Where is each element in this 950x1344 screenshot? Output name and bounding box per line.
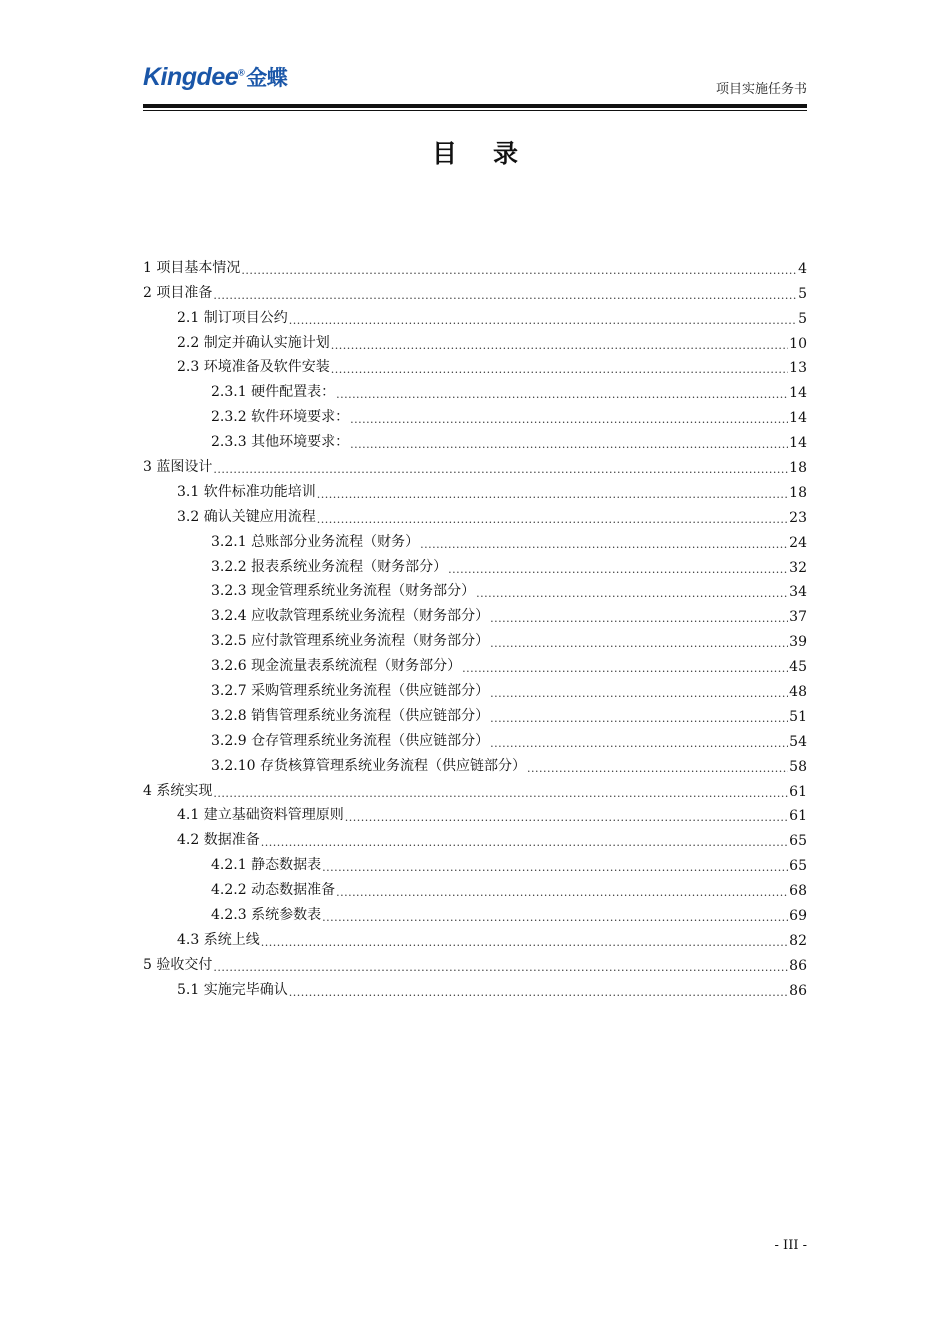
toc-dot-leader [490,687,788,700]
toc-entry-page: 24 [789,534,807,551]
toc-entry[interactable] [143,775,807,800]
toc-entry-page: 10 [789,335,807,352]
toc-dot-leader [317,488,788,501]
toc-entry-page: 32 [789,559,807,576]
toc-entry-page: 14 [789,435,807,452]
toc-entry[interactable] [143,949,807,974]
toc-dot-leader [213,787,788,800]
toc-entry-page: 65 [789,858,807,875]
toc-entry-page: 13 [789,360,807,377]
toc-entry-page: 5 [798,285,807,302]
toc-entry-label: 3.2.2 报表系统业务流程（财务部分） [211,558,448,575]
toc-entry[interactable] [143,352,807,377]
toc-entry[interactable] [143,725,807,750]
toc-entry-label: 4 系统实现 [143,782,213,799]
toc-entry[interactable] [143,551,807,576]
toc-entry[interactable] [143,327,807,352]
logo-chinese-text: 金蝶 [246,67,288,90]
toc-entry-label: 5.1 实施完毕确认 [177,981,288,998]
toc-entry-page: 61 [789,783,807,800]
toc-entry-label: 3.2.5 应付款管理系统业务流程（财务部分） [211,633,490,650]
toc-entry-label: 2.3 环境准备及软件安装 [177,359,330,376]
toc-entry[interactable] [143,576,807,601]
toc-entry-label: 4.1 建立基础资料管理原则 [177,807,344,824]
toc-entry-label: 2.2 制定并确认实施计划 [177,334,330,351]
toc-entry-page: 4 [798,260,807,277]
logo-registered-mark: ® [238,67,245,78]
toc-dot-leader [289,986,788,999]
toc-entry-page: 14 [789,410,807,427]
header-rule-thick [143,104,807,108]
toc-entry-label: 2.1 制订项目公约 [177,309,288,326]
toc-entry-page: 48 [789,684,807,701]
toc-dot-leader [331,363,788,376]
toc-entry-page: 86 [789,982,807,999]
toc-entry-label: 5 验收交付 [143,956,213,973]
toc-entry-page: 34 [789,584,807,601]
toc-entry[interactable] [143,625,807,650]
toc-entry-page: 58 [789,758,807,775]
kingdee-logo [143,62,287,92]
toc-entry-label: 3.2 确认关键应用流程 [177,508,316,525]
toc-entry[interactable] [143,924,807,949]
toc-dot-leader [213,289,797,302]
toc-dot-leader [336,886,788,899]
toc-entry[interactable] [143,600,807,625]
toc-entry[interactable] [143,700,807,725]
page-number: - III - [774,1238,807,1253]
toc-dot-leader [527,762,788,775]
toc-entry-label: 3.2.3 现金管理系统业务流程（财务部分） [211,583,476,600]
toc-entry-label: 3.2.4 应收款管理系统业务流程（财务部分） [211,608,490,625]
toc-dot-leader [331,339,788,352]
toc-entry[interactable] [143,302,807,327]
toc-entry-page: 45 [789,659,807,676]
toc-dot-leader [490,737,788,750]
toc-dot-leader [350,413,788,426]
toc-entry-page: 37 [789,609,807,626]
toc-entry-label: 4.2.1 静态数据表 [211,857,322,874]
toc-entry[interactable] [143,800,807,825]
toc-dot-leader [345,811,788,824]
toc-entry[interactable] [143,675,807,700]
toc-entry[interactable] [143,277,807,302]
toc-entry-label: 3 蓝图设计 [143,459,213,476]
toc-entry[interactable] [143,849,807,874]
toc-entry[interactable] [143,899,807,924]
toc-dot-leader [420,538,788,551]
toc-dot-leader [241,264,797,277]
toc-dot-leader [490,612,788,625]
toc-entry-label: 3.1 软件标准功能培训 [177,483,316,500]
toc-dot-leader [322,861,788,874]
toc-dot-leader [462,662,788,675]
toc-dot-leader [213,463,788,476]
toc-dot-leader [490,712,788,725]
toc-entry-label: 1 项目基本情况 [143,259,241,276]
toc-entry-label: 3.2.8 销售管理系统业务流程（供应链部分） [211,707,490,724]
toc-entry[interactable] [143,426,807,451]
toc-entry-label: 2.3.3 其他环境要求： [211,434,350,451]
toc-entry-page: 51 [789,708,807,725]
toc-entry-label: 3.2.7 采购管理系统业务流程（供应链部分） [211,683,490,700]
toc-dot-leader [289,314,797,327]
toc-entry-label: 4.2.3 系统参数表 [211,907,322,924]
toc-entry-page: 61 [789,808,807,825]
toc-entry[interactable] [143,376,807,401]
toc-entry-label: 4.2.2 动态数据准备 [211,882,336,899]
toc-entry-label: 2.3.1 硬件配置表： [211,384,336,401]
toc-entry-label: 3.2.10 存货核算管理系统业务流程（供应链部分） [211,757,526,774]
toc-entry[interactable] [143,252,807,277]
toc-entry-label: 2 项目准备 [143,284,213,301]
toc-dot-leader [213,961,788,974]
toc-entry[interactable] [143,750,807,775]
toc-title: 目录 [431,139,554,168]
toc-entry[interactable] [143,501,807,526]
toc-dot-leader [261,936,788,949]
toc-entry[interactable] [143,451,807,476]
toc-entry[interactable] [143,401,807,426]
table-of-contents [143,252,807,999]
toc-entry[interactable] [143,824,807,849]
logo-text: Kingdee [143,63,239,91]
page-header [143,60,807,112]
toc-entry[interactable] [143,650,807,675]
toc-entry-page: 39 [789,634,807,651]
document-name: 项目实施任务书 [715,82,807,97]
toc-dot-leader [261,836,788,849]
toc-dot-leader [476,587,788,600]
toc-entry-page: 69 [789,908,807,925]
toc-dot-leader [490,637,788,650]
toc-entry[interactable] [143,476,807,501]
toc-dot-leader [322,911,788,924]
toc-entry-label: 3.2.9 仓存管理系统业务流程（供应链部分） [211,732,490,749]
toc-entry-label: 4.3 系统上线 [177,931,260,948]
header-rule-thin [143,110,807,111]
toc-dot-leader [448,563,788,576]
toc-dot-leader [317,513,788,526]
toc-entry-label: 4.2 数据准备 [177,832,260,849]
toc-entry-page: 65 [789,833,807,850]
toc-dot-leader [336,388,788,401]
toc-entry-page: 14 [789,385,807,402]
toc-entry-page: 18 [789,484,807,501]
toc-entry-page: 5 [798,310,807,327]
toc-entry-page: 68 [789,883,807,900]
toc-entry-page: 54 [789,733,807,750]
toc-entry-page: 82 [789,932,807,949]
toc-entry-page: 23 [789,509,807,526]
toc-dot-leader [350,438,788,451]
toc-entry-label: 3.2.6 现金流量表系统流程（财务部分） [211,658,462,675]
toc-entry[interactable] [143,526,807,551]
toc-entry-label: 2.3.2 软件环境要求： [211,409,350,426]
toc-entry-page: 86 [789,957,807,974]
toc-entry-label: 3.2.1 总账部分业务流程（财务） [211,533,420,550]
toc-entry[interactable] [143,974,807,999]
toc-entry-page: 18 [789,460,807,477]
toc-entry[interactable] [143,874,807,899]
